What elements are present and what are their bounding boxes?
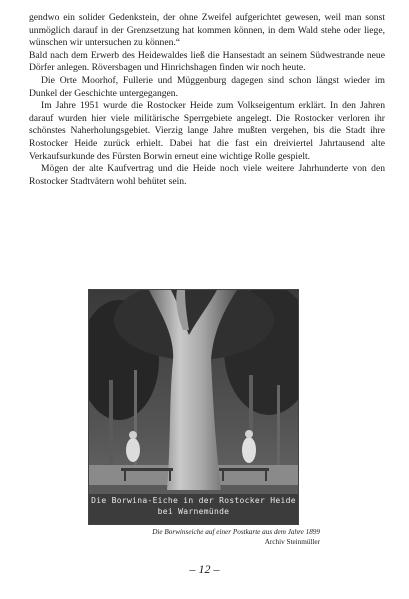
figure-credit: Archiv Steinmüller	[264, 538, 320, 546]
oak-tree-image	[89, 290, 298, 524]
postcard-caption-line: Die Borwina-Eiche in der Rostocker Heide	[91, 496, 296, 505]
page-number: – 12 –	[189, 562, 220, 576]
body-text	[29, 12, 385, 188]
paragraph-continued: gendwo ein solider Gedenkstein, der ohne Zweifel aufgerichtet gewesen, weil man sonst unmöglich darauf in der Grenzsetzung hat kommen können, in dem Wald stehe oder liege, wünschen wir untersuchen zu können.“	[29, 12, 385, 49]
paragraph: Im Jahre 1951 wurde die Rostocker Heide zum Volkseigentum erklärt. In den Jahren darauf wurden hier viele militärische Sperrgebiete angelegt. Die Rostocker verloren ihr schönstes Naherholungsgebiet. Vierzig lange Jahre mußten vergehen, bis die Stadt ihre Rostocker Heide zurück erhielt. Dabei hat die fast ein dreiviertel Jahrtausend alte Verkaufsurkunde des Fürsten Borwin erneut eine wichtige Rolle gespielt.	[29, 100, 385, 162]
figure-caption: Die Borwinseiche auf einer Postkarte aus dem Jahre 1899	[152, 528, 320, 536]
paragraph: Die Orte Moorhof, Fullerie und Müggenburg dagegen sind schon längst wieder im Dunkel der Geschichte untergegangen.	[29, 74, 385, 99]
postcard-caption-line: bei Warnemünde	[157, 507, 230, 516]
paragraph: Mögen der alte Kaufvertrag und die Heide noch viele weitere Jahrhunderte von den Rostocker Stadtvätern wohl behütet sein.	[29, 163, 385, 187]
paragraph: Bald nach dem Erwerb des Heidewaldes ließ die Hansestadt an seinem Südwestrande neue Dörfer anlegen. Röversbagen und Hinrichshagen finden wir noch heute.	[29, 49, 385, 74]
postcard-printed-caption	[89, 495, 298, 521]
postcard-photo	[88, 289, 299, 525]
